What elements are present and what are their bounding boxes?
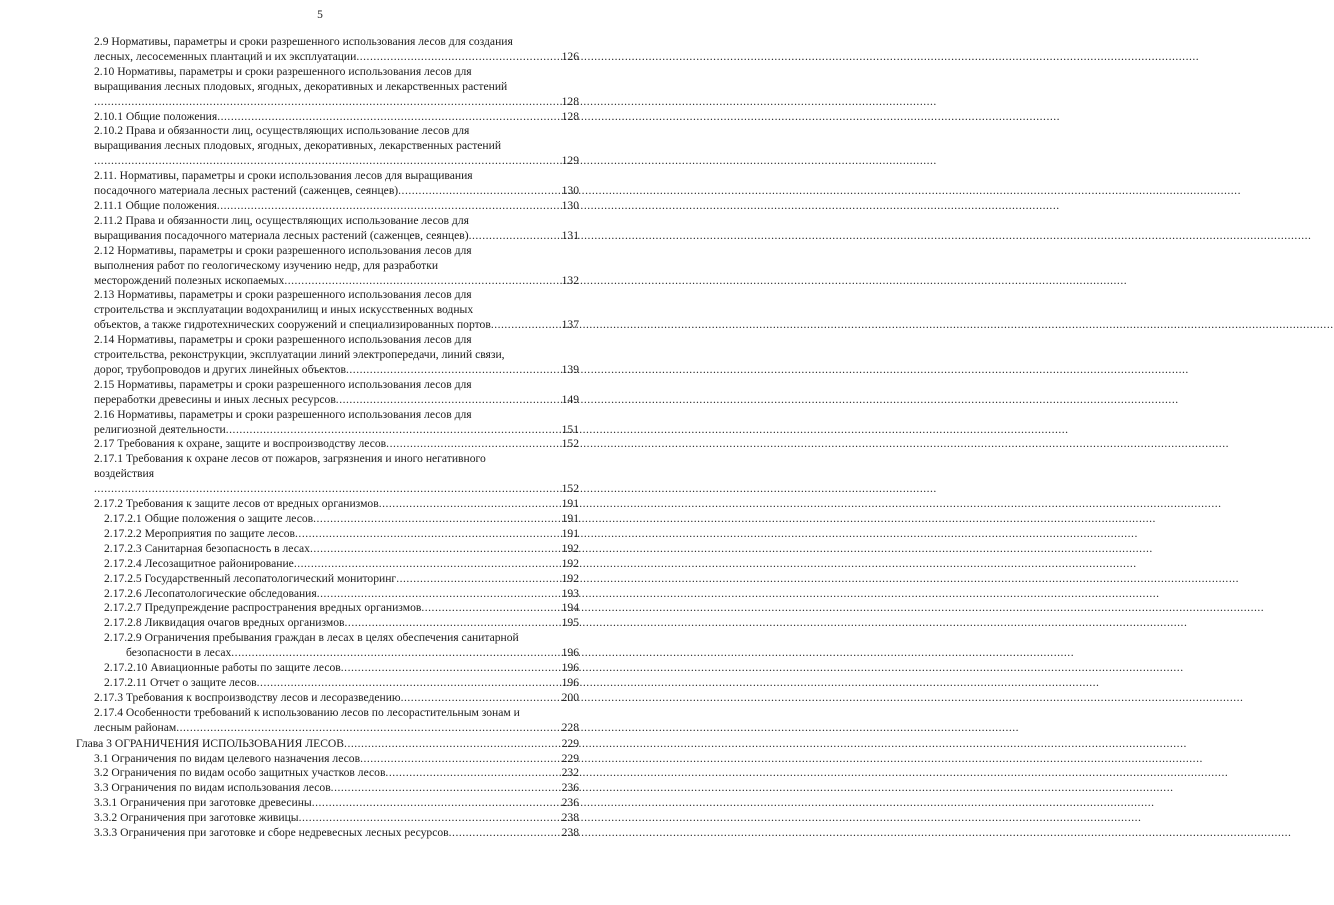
dot-leader [176,721,560,736]
toc-page-number: 200 [561,690,579,704]
toc-page-number: 196 [561,675,579,689]
toc-page-number: 194 [561,601,579,615]
toc-entry-text: воздействия [94,467,155,481]
toc-entry-text: 2.10.1 Общие положения [94,109,218,123]
toc-entry-text: 2.17.1 Требования к охране лесов от пожаров, загрязнения и иного негативного [94,452,486,466]
toc-entry-text: 3.3.2 Ограничения при заготовке живицы [94,811,299,825]
toc-entry-text: 2.17.2.10 Авиационные работы по защите лесов [104,661,341,675]
toc-entry-text: 2.17.2.5 Государственный лесопатологический мониторинг [104,571,397,585]
toc-entry-text: 2.17 Требования к охране, защите и воспроизводству лесов [94,437,387,451]
toc-page-number: 191 [561,512,579,525]
toc-entry[interactable] [76,826,579,841]
toc-page-number: 191 [561,526,579,540]
toc-entry[interactable] [76,244,579,289]
toc-entry-text: 2.17.2.11 Отчет о защите лесов [104,675,257,689]
toc-entry[interactable] [76,706,579,736]
toc-entry[interactable] [76,766,579,781]
toc-entry[interactable] [76,557,579,572]
dot-leader [385,766,560,781]
toc-entry[interactable] [76,631,579,661]
toc-entry[interactable] [76,661,579,676]
dot-leader [231,646,560,661]
toc-entry-text: переработки древесины и иных лесных ресурсов [94,392,336,406]
toc-entry[interactable] [76,601,579,616]
toc-entry-text: строительства и эксплуатации водохранилищ и иных искусственных водных [94,303,474,317]
dot-leader [310,542,561,557]
dot-leader [336,393,561,408]
toc-page-number: 229 [561,751,579,765]
toc-entry[interactable] [76,408,579,438]
toc-entry-text: 2.17.2.3 Санитарная безопасность в лесах [104,541,310,555]
toc-entry-text: 2.17.2.2 Мероприятия по защите лесов [104,526,296,540]
dot-leader [299,811,561,826]
toc-entry[interactable] [76,65,579,110]
toc-entry-text: месторождений полезных ископаемых [94,273,285,287]
toc-page-number: 130 [561,198,579,212]
toc-page-number: 130 [561,184,579,198]
toc-page-number: 195 [561,616,579,630]
toc-page-number: 236 [561,781,579,795]
dot-leader [469,229,561,244]
toc-entry[interactable] [76,512,579,527]
toc-entry[interactable] [76,437,579,452]
toc-entry-text: выращивания лесных плодовых, ягодных, декоративных, лекарственных растений [94,139,502,153]
toc-page-number: 238 [561,811,579,825]
dot-leader [386,437,560,452]
dot-leader [341,661,561,676]
toc-entry[interactable] [76,542,579,557]
toc-page-number: 131 [561,228,579,242]
toc-page-number: 152 [561,482,579,496]
toc-entry[interactable] [76,35,579,65]
toc-entry[interactable] [76,124,579,169]
dot-leader [226,423,561,438]
toc-entry[interactable] [76,169,579,199]
toc-page-number: 193 [561,586,579,600]
toc-entry[interactable] [76,527,579,542]
dot-leader [257,676,561,691]
dot-leader [94,154,561,169]
table-of-contents [76,35,579,841]
dot-leader [317,587,561,602]
toc-entry-text: 2.14 Нормативы, параметры и сроки разрешенного использования лесов для [94,333,472,347]
toc-entry-text: 3.3 Ограничения по видам использования лесов [94,781,331,795]
toc-entry-text: 2.17.2.6 Лесопатологические обследования [104,586,317,600]
toc-entry[interactable] [76,781,579,796]
toc-entry-text: выращивания лесных плодовых, ягодных, декоративных и лекарственных растений [94,79,508,93]
dot-leader [421,601,560,616]
toc-entry[interactable] [76,616,579,631]
toc-entry-text: 2.15 Нормативы, параметры и сроки разрешенного использования лесов для [94,377,472,391]
toc-entry-text: лесным районам [94,720,177,734]
toc-page-number: 236 [561,796,579,810]
toc-page-number: 191 [561,497,579,511]
toc-entry-text: выполнения работ по геологическому изучению недр, для разработки [94,258,439,272]
toc-entry[interactable] [76,752,579,767]
toc-entry-text: дорог, трубопроводов и других линейных объектов [94,362,346,376]
toc-entry-text: религиозной деятельности [94,422,226,436]
toc-entry[interactable] [76,333,579,378]
toc-entry-text: 3.3.3 Ограничения при заготовке и сборе недревесных лесных ресурсов [94,826,449,840]
toc-entry-text: 2.12 Нормативы, параметры и сроки разрешенного использования лесов для [94,243,472,257]
toc-page-number: 192 [561,571,579,585]
toc-entry-text: 2.11.2 Права и обязанности лиц, осуществляющих использование лесов для [94,213,469,227]
toc-page-number: 139 [561,362,579,376]
toc-entry-text: 3.2 Ограничения по видам особо защитных участков лесов [94,766,386,780]
dot-leader [356,50,560,65]
toc-page-number: 196 [561,646,579,660]
toc-entry-text: 2.9 Нормативы, параметры и сроки разрешенного использования лесов для создания [94,35,513,48]
toc-entry-text: строительства, реконструкции, эксплуатации линий электропередачи, линий связи, [94,348,505,362]
toc-entry-text: Глава 3 ОГРАНИЧЕНИЯ ИСПОЛЬЗОВАНИЯ ЛЕСОВ [76,736,345,750]
toc-entry-text: 2.10 Нормативы, параметры и сроки разрешенного использования лесов для [94,64,472,78]
dot-leader [295,527,561,542]
toc-page-number: 238 [561,826,579,840]
toc-entry-text: 2.17.2.4 Лесозащитное районирование [104,556,294,570]
dot-leader [360,752,561,767]
toc-entry[interactable] [76,378,579,408]
toc-entry-text: 2.17.3 Требования к воспроизводству лесов и лесоразведению [94,690,401,704]
toc-entry-text: 3.1 Ограничения по видам целевого назначения лесов [94,751,361,765]
toc-entry-text: 2.13 Нормативы, параметры и сроки разрешенного использования лесов для [94,288,472,302]
dot-leader [346,363,561,378]
toc-entry-text: выращивания посадочного материала лесных растений (саженцев, сеянцев) [94,228,469,242]
dot-leader [401,691,561,706]
toc-entry-text: 2.11.1 Общие положения [94,198,217,212]
dot-leader [94,95,561,110]
toc-page-number: 229 [561,736,579,750]
toc-entry[interactable] [76,288,579,333]
toc-page-number: 137 [561,318,579,332]
toc-entry[interactable] [76,110,579,125]
toc-entry[interactable] [76,587,579,602]
toc-page-number: 128 [561,109,579,123]
toc-entry-text: 2.17.2.8 Ликвидация очагов вредных организмов [104,616,345,630]
dot-leader [491,318,561,333]
dot-leader [217,199,561,214]
toc-entry[interactable] [76,572,579,587]
dot-leader [312,796,561,811]
toc-page-number: 151 [561,422,579,436]
toc-page-number: 228 [561,720,579,734]
dot-leader [396,572,560,587]
toc-entry[interactable] [76,676,579,691]
toc-entry[interactable] [76,691,579,706]
toc-page-number: 128 [561,94,579,108]
toc-entry-text: 2.16 Нормативы, параметры и сроки разрешенного использования лесов для [94,407,472,421]
dot-leader [217,110,560,125]
dot-leader [313,512,560,527]
toc-page-number: 149 [561,392,579,406]
page-number: 5 [317,9,323,21]
dot-leader [284,274,560,289]
toc-entry-text: 2.17.2.7 Предупреждение распространения вредных организмов [104,601,422,615]
toc-entry[interactable] [76,811,579,826]
dot-leader [379,497,561,512]
dot-leader [294,557,561,572]
toc-entry[interactable] [76,199,579,214]
toc-entry-text: 2.17.2.9 Ограничения пребывания граждан в лесах в целях обеспечения санитарной [104,631,519,645]
toc-page-number: 152 [561,437,579,451]
dot-leader [449,826,561,841]
toc-entry[interactable] [76,796,579,811]
toc-entry-text: безопасности в лесах [126,646,232,660]
toc-entry-text: 2.17.4 Особенности требований к использованию лесов по лесорастительным зонам и [94,705,520,719]
toc-entry-text: 2.11. Нормативы, параметры и сроки использования лесов для выращивания [94,169,473,183]
toc-entry-text: объектов, а также гидротехнических сооружений и специализированных портов [94,318,491,332]
dot-leader [345,616,561,631]
toc-entry-text: 3.3.1 Ограничения при заготовке древесины [94,796,312,810]
toc-page-number: 192 [561,556,579,570]
toc-entry-text: 2.10.2 Права и обязанности лиц, осуществляющих использование лесов для [94,124,470,138]
dot-leader [94,482,561,497]
toc-entry[interactable] [76,737,579,752]
dot-leader [398,184,560,199]
toc-page-number: 192 [561,541,579,555]
toc-page-number: 126 [561,49,579,63]
toc-entry[interactable] [76,214,579,244]
toc-page-number: 232 [561,766,579,780]
toc-page-number: 129 [561,154,579,168]
dot-leader [344,737,561,752]
toc-entry-text: лесных, лесосеменных плантаций и их эксплуатации [94,49,357,63]
dot-leader [331,781,561,796]
toc-entry[interactable] [76,497,579,512]
toc-page-number: 132 [561,273,579,287]
toc-entry-text: 2.17.2 Требования к защите лесов от вредных организмов [94,497,379,511]
toc-page-number: 196 [561,661,579,675]
toc-entry-text: посадочного материала лесных растений (саженцев, сеянцев) [94,184,399,198]
toc-entry[interactable] [76,452,579,497]
toc-entry-text: 2.17.2.1 Общие положения о защите лесов [104,512,314,525]
